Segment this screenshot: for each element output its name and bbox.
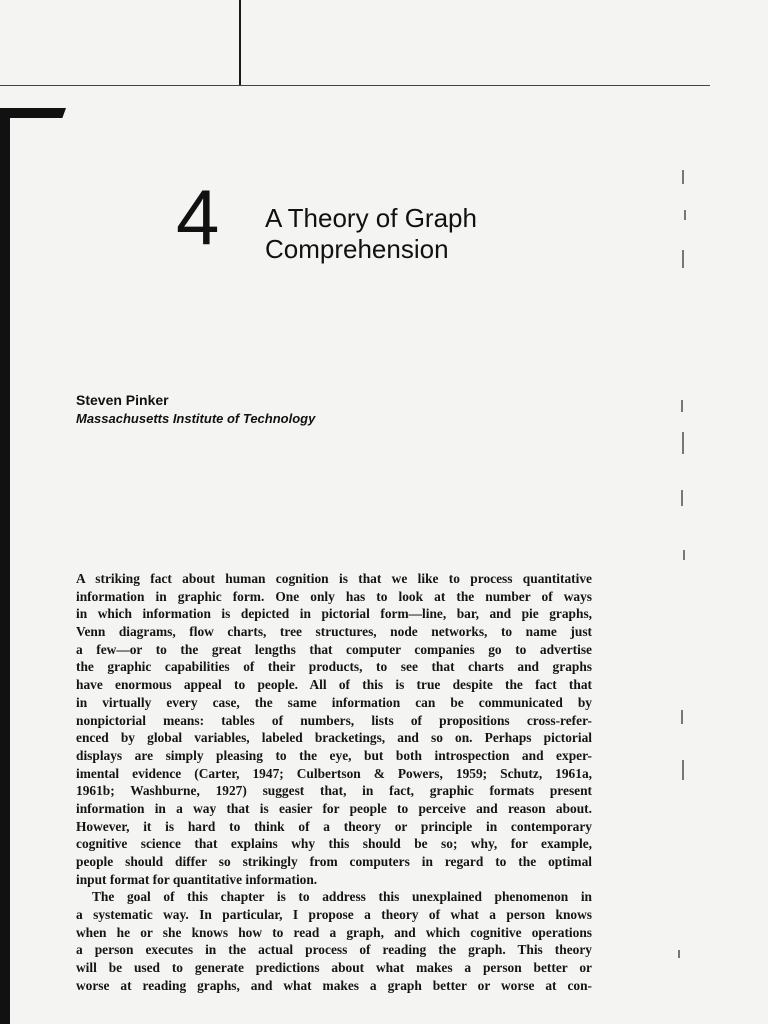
text-line: information in a way that is easier for people to perceive and reason about. [76, 800, 592, 816]
text-line: input format for quantitative information. [76, 871, 318, 887]
text-line: enced by global variables, labeled bracketings, and so on. Perhaps pictorial [76, 730, 592, 746]
chapter-title-line-2: Comprehension [265, 234, 449, 264]
text-line: The goal of this chapter is to address this unexplained phenomenon in [92, 889, 592, 905]
text-line: people should differ so strikingly from computers in regard to the optimal [76, 854, 592, 869]
text-line: when he or she knows how to read a graph, and which cognitive operations [76, 924, 592, 940]
chapter-number: 4 [176, 173, 220, 261]
text-line: 1961b; Washburne, 1927) suggest that, in fact, graphic formats present [76, 783, 592, 799]
text-line: imental evidence (Carter, 1947; Culbertson & Powers, 1959; Schutz, 1961a, [76, 765, 592, 781]
text-line: However, it is hard to think of a theory or principle in contemporary [76, 818, 592, 834]
text-line: a systematic way. In particular, I propose a theory of what a person knows [76, 907, 592, 923]
text-line: cognitive science that explains why this should be so; why, for example, [76, 836, 592, 852]
page-binding-corner [0, 108, 66, 118]
text-line: the graphic capabilities of their products, to see that charts and graphs [76, 659, 592, 675]
text-line: will be used to generate predictions about what makes a person better or [76, 960, 592, 976]
author-name: Steven Pinker [76, 392, 169, 408]
paragraph-1 [76, 570, 592, 888]
chapter-title-line-1: A Theory of Graph [265, 203, 477, 233]
text-line: have enormous appeal to people. All of this is true despite the fact that [76, 677, 592, 693]
author-affiliation: Massachusetts Institute of Technology [76, 411, 316, 426]
text-line: in virtually every case, the same information can be communicated by [76, 694, 592, 710]
paragraph-2 [76, 888, 592, 994]
chapter-title [265, 203, 565, 265]
text-line: nonpictorial means: tables of numbers, lists of propositions cross-refer- [76, 712, 592, 728]
body-text [76, 570, 592, 995]
text-line: in which information is depicted in pictorial form—line, bar, and pie graphs, [76, 606, 592, 622]
text-line: a few—or to the great lengths that computer companies go to advertise [76, 641, 592, 657]
scan-edge-horizontal [0, 85, 710, 86]
text-line: information in graphic form. One only has to look at the number of ways [76, 588, 592, 604]
scan-edge-vertical [239, 0, 241, 86]
text-line: A striking fact about human cognition is that we like to process quantitative [76, 571, 592, 586]
scan-noise-right-margin [676, 170, 690, 970]
page-binding-edge [0, 108, 10, 1024]
text-line: displays are simply pleasing to the eye, but both introspection and exper- [76, 747, 592, 763]
text-line: worse at reading graphs, and what makes a graph better or worse at con- [76, 977, 592, 993]
text-line: a person executes in the actual process of reading the graph. This theory [76, 942, 592, 958]
text-line: Venn diagrams, flow charts, tree structures, node networks, to name just [76, 624, 592, 640]
